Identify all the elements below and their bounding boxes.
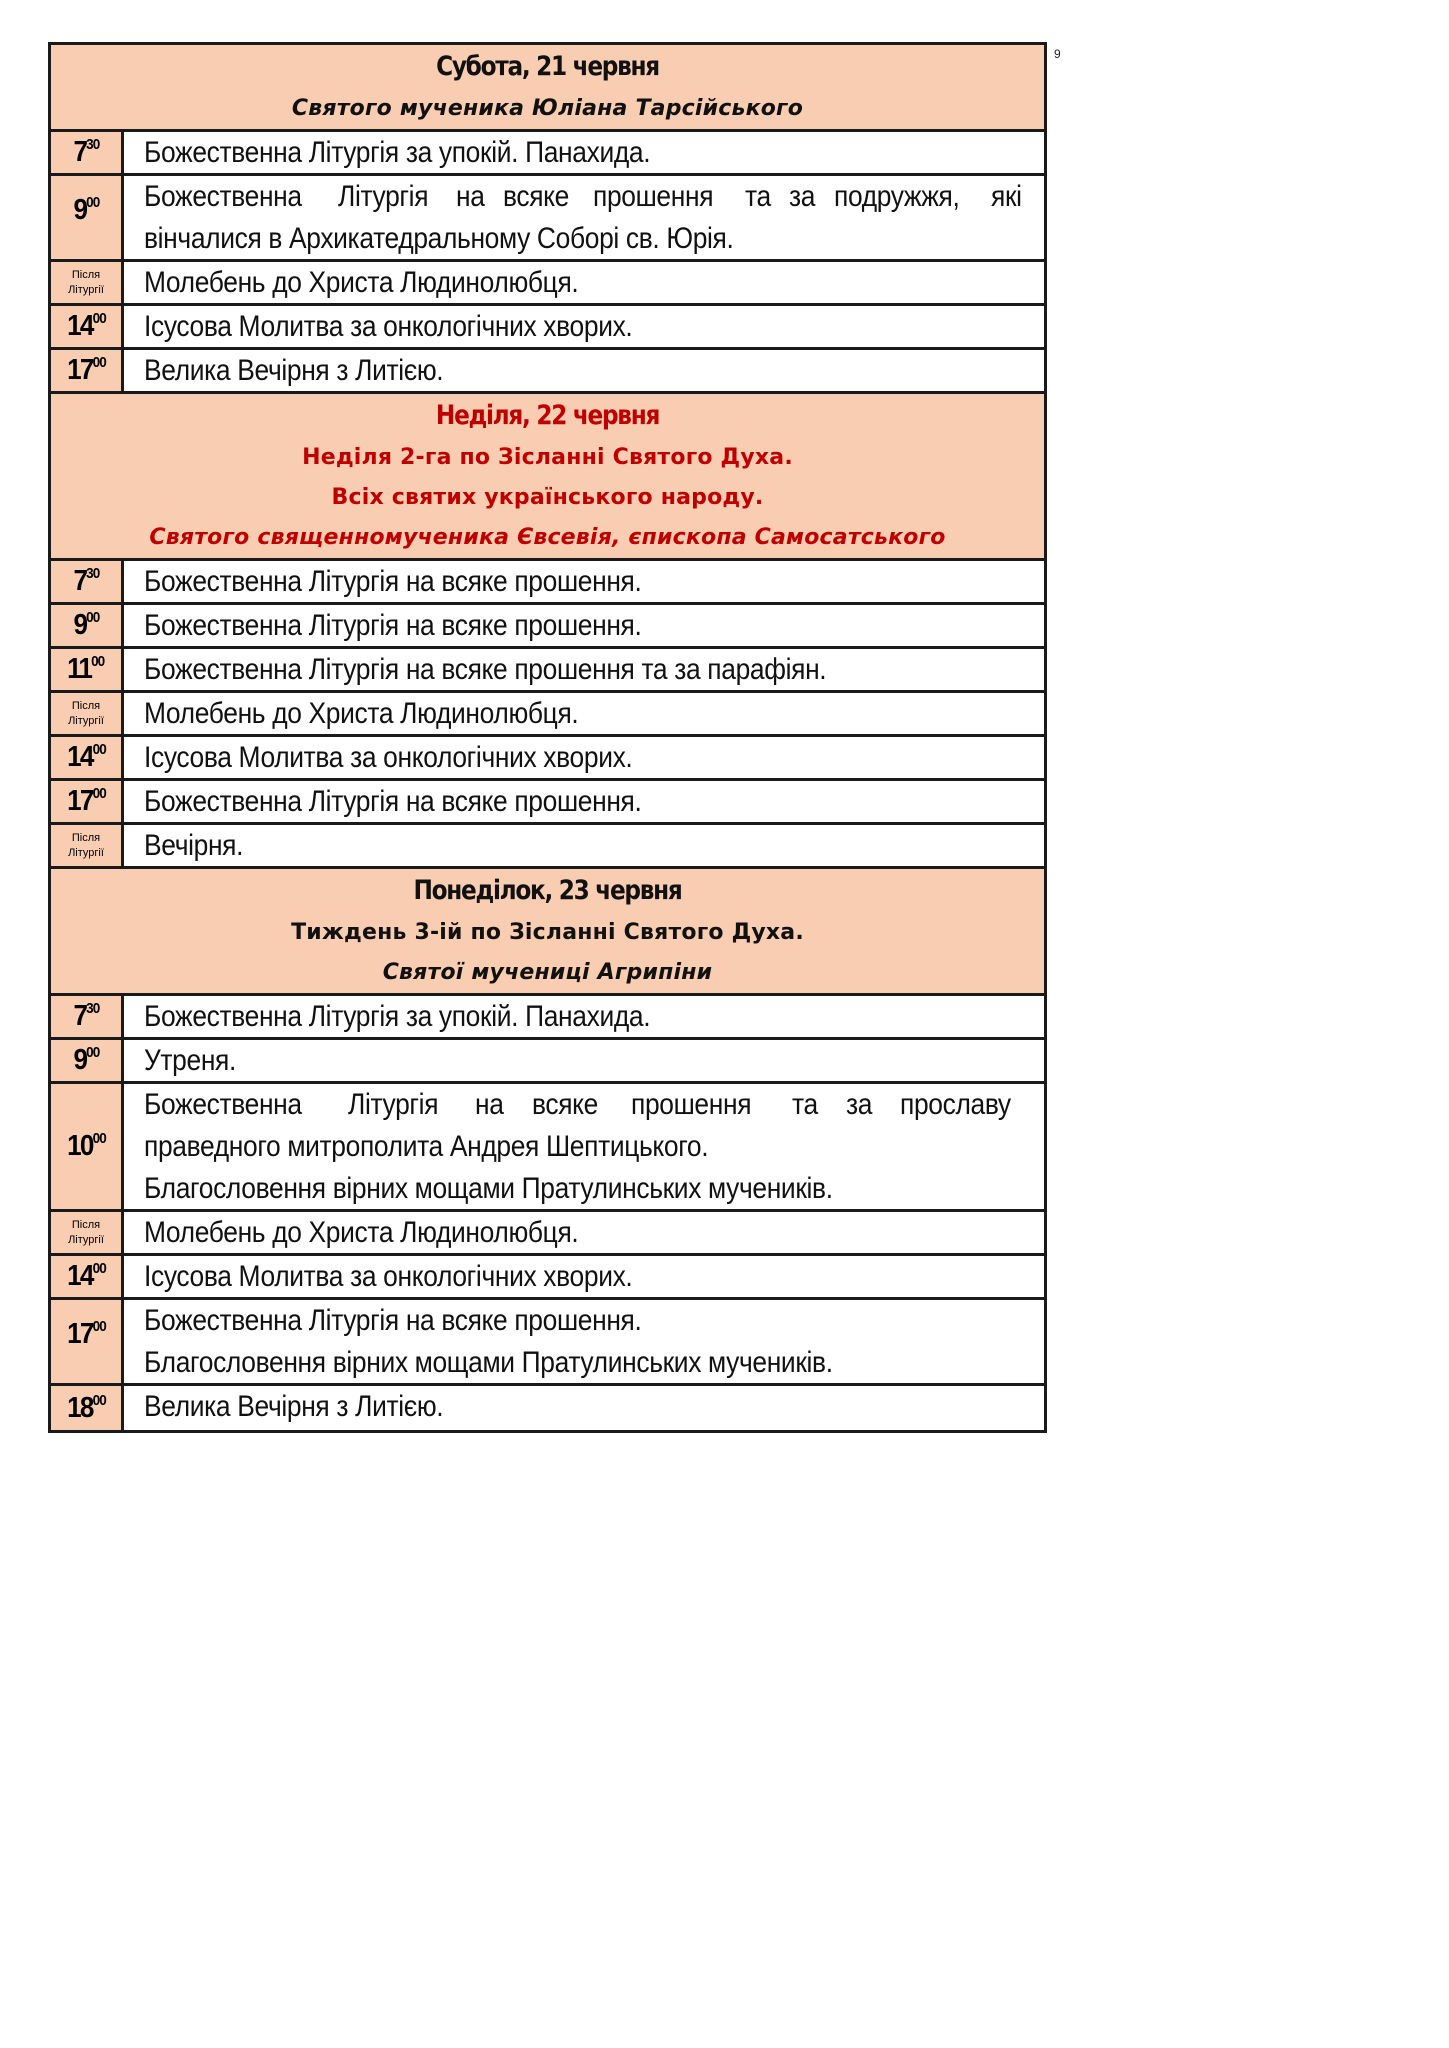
time-value: $9^{00}$: [73, 609, 99, 641]
description-line: Ісусова Молитва за онкологічних хворих.: [144, 310, 633, 343]
service-time: [51, 825, 124, 866]
time-value: $14^{00}$: [66, 1260, 106, 1292]
time-value: $10^{00}$: [66, 1130, 106, 1162]
service-description: [124, 1212, 1044, 1253]
service-time: [51, 132, 124, 173]
time-value: $18^{00}$: [66, 1391, 106, 1424]
service-time: [51, 561, 124, 602]
service-time: [51, 649, 124, 690]
feast-line: Тиждень 3-ій по Зісланні Святого Духа.: [291, 920, 804, 945]
service-row: [51, 1084, 1044, 1212]
description-line: Молебень до Христа Людинолюбця.: [144, 697, 579, 730]
service-row: [51, 605, 1044, 649]
schedule-table: [48, 42, 1047, 1433]
service-time: [51, 737, 124, 778]
time-value: $7^{30}$: [73, 1000, 99, 1032]
time-value: $11^{00}$: [67, 653, 105, 685]
time-value: $14^{00}$: [66, 741, 106, 773]
description-line: Божественна Літургія на всяке прошення та за подружжя, які: [144, 180, 1022, 213]
after-liturgy-label: Після Літургії: [68, 1218, 104, 1246]
service-time: [51, 781, 124, 822]
description-line: Божественна Літургія на всяке прошення.: [144, 785, 642, 818]
description-line: Божественна Літургія на всяке прошення.: [144, 1304, 642, 1337]
service-time: [51, 1040, 124, 1081]
service-row: [51, 649, 1044, 693]
service-description: [124, 693, 1044, 734]
description-line: Утреня.: [144, 1044, 236, 1077]
service-row: [51, 825, 1044, 869]
service-time: [51, 262, 124, 303]
time-value: $17^{00}$: [66, 354, 106, 386]
service-description: [124, 262, 1044, 303]
description-line: Ісусова Молитва за онкологічних хворих.: [144, 741, 633, 774]
service-time: [51, 306, 124, 347]
day-header: [51, 394, 1044, 561]
service-row: [51, 1386, 1044, 1430]
service-description: [124, 1386, 1044, 1430]
description-line: Ісусова Молитва за онкологічних хворих.: [144, 1260, 633, 1293]
service-description: [124, 1040, 1044, 1081]
feast-line: Святої мучениці Агрипіни: [382, 960, 713, 985]
service-description: [124, 176, 1044, 259]
service-description: [124, 996, 1044, 1037]
description-line: Велика Вечірня з Литією.: [144, 354, 444, 387]
service-row: [51, 996, 1044, 1040]
service-time: [51, 1212, 124, 1253]
description-line: Велика Вечірня з Литією.: [144, 1390, 444, 1423]
service-row: [51, 350, 1044, 394]
description-line: Вечірня.: [144, 829, 244, 862]
service-time: [51, 1256, 124, 1297]
description-line: Божественна Літургія на всяке прошення.: [144, 609, 642, 642]
service-time: [51, 605, 124, 646]
description-line: Благословення вірних мощами Пратулинських мучеників.: [144, 1346, 833, 1379]
description-line: Благословення вірних мощами Пратулинських мучеників.: [144, 1172, 833, 1205]
service-description: [124, 605, 1044, 646]
time-value: $17^{00}$: [66, 1318, 106, 1350]
service-description: [124, 132, 1044, 173]
service-row: [51, 306, 1044, 350]
time-value: $9^{00}$: [73, 1044, 99, 1076]
description-line: Божественна Літургія за упокій. Панахида.: [144, 1000, 651, 1033]
description-line: Божественна Літургія за упокій. Панахида.: [144, 136, 651, 169]
description-line: Божественна Літургія на всяке прошення.: [144, 565, 642, 598]
service-description: [124, 350, 1044, 391]
service-description: [124, 825, 1044, 866]
service-row: [51, 1040, 1044, 1084]
description-line: праведного митрополита Андрея Шептицького.: [144, 1130, 709, 1163]
service-description: [124, 1300, 1044, 1383]
feast-line: Святого мученика Юліана Тарсійського: [291, 96, 804, 121]
service-time: [51, 1386, 124, 1430]
service-description: [124, 561, 1044, 602]
description-line: Молебень до Христа Людинолюбця.: [144, 1216, 579, 1249]
description-line: Молебень до Христа Людинолюбця.: [144, 266, 579, 299]
service-row: [51, 1300, 1044, 1386]
service-description: [124, 781, 1044, 822]
service-description: [124, 1256, 1044, 1297]
service-row: [51, 561, 1044, 605]
service-row: [51, 1256, 1044, 1300]
service-row: [51, 693, 1044, 737]
time-value: $17^{00}$: [66, 785, 106, 817]
day-header: [51, 45, 1044, 132]
service-time: [51, 693, 124, 734]
service-row: [51, 262, 1044, 306]
service-row: [51, 781, 1044, 825]
service-description: [124, 306, 1044, 347]
service-description: [124, 737, 1044, 778]
service-time: [51, 176, 124, 259]
after-liturgy-label: Після Літургії: [68, 699, 104, 727]
day-date: Неділя, 22 червня: [435, 400, 660, 431]
service-row: [51, 737, 1044, 781]
after-liturgy-label: Після Літургії: [68, 268, 104, 296]
time-value: $7^{30}$: [73, 565, 99, 597]
day-header: [51, 869, 1044, 996]
feast-line: Неділя 2-га по Зісланні Святого Духа.: [302, 445, 793, 470]
service-description: [124, 649, 1044, 690]
day-date: Субота, 21 червня: [436, 51, 659, 82]
service-time: [51, 996, 124, 1037]
service-time: [51, 1084, 124, 1209]
description-line: Божественна Літургія на всяке прошення та за парафіян.: [144, 653, 827, 686]
time-value: $14^{00}$: [66, 310, 106, 342]
service-time: [51, 1300, 124, 1383]
service-row: [51, 176, 1044, 262]
service-row: [51, 1212, 1044, 1256]
time-value: $7^{30}$: [73, 136, 99, 168]
time-value: $9^{00}$: [73, 194, 99, 226]
feast-line: Святого священномученика Євсевія, єпископа Самосатського: [149, 525, 946, 550]
day-date: Понеділок, 23 червня: [413, 875, 682, 906]
service-description: [124, 1084, 1044, 1209]
description-line: Божественна Літургія на всяке прошення та за прославу: [144, 1088, 1011, 1121]
description-line: вінчалися в Архикатедральному Соборі св. Юрія.: [144, 222, 734, 255]
service-time: [51, 350, 124, 391]
feast-line: Всіх святих українського народу.: [331, 485, 764, 510]
service-row: [51, 132, 1044, 176]
page-number: 9: [1054, 47, 1061, 61]
after-liturgy-label: Після Літургії: [68, 831, 104, 859]
